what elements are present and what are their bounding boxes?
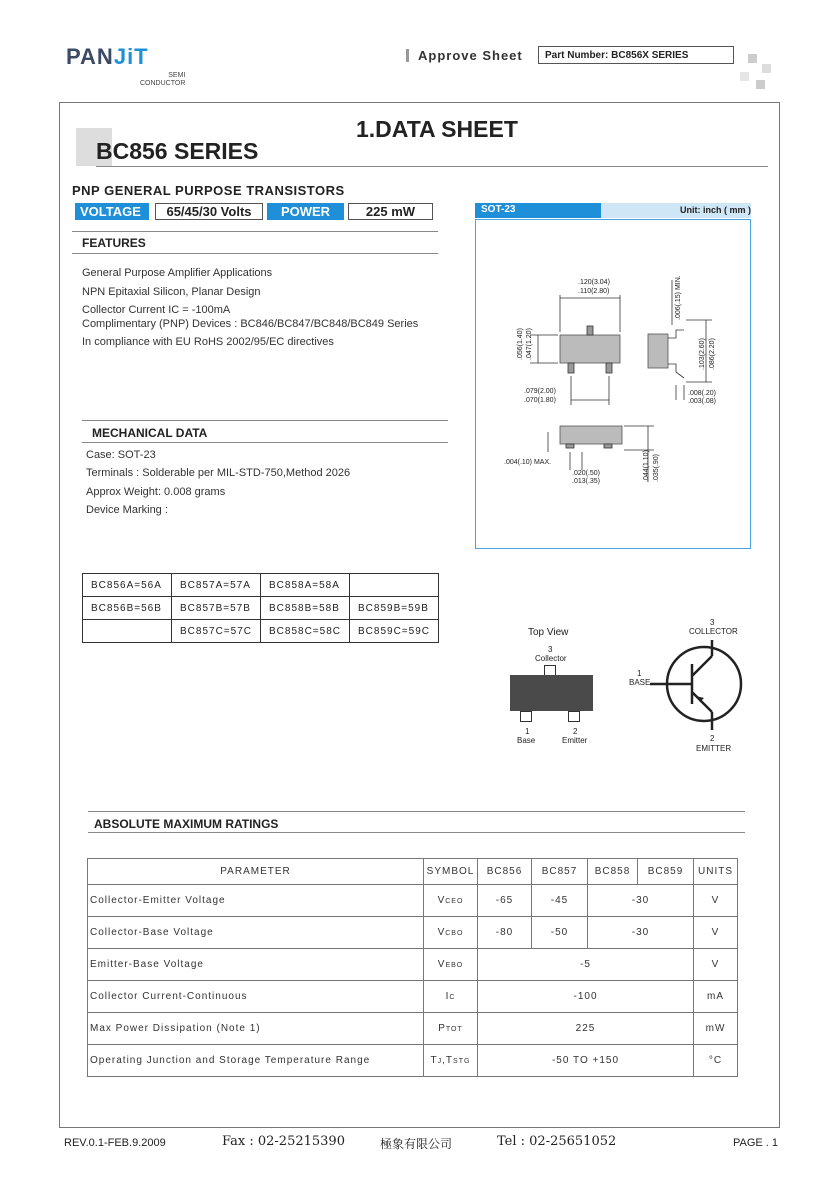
mechanical-item: Approx Weight: 0.008 grams [86, 486, 226, 498]
power-value: 225 mW [348, 203, 433, 220]
marking-cell: BC857A=57A [172, 574, 261, 597]
unit-cell: °C [694, 1045, 738, 1077]
feature-item: General Purpose Amplifier Applications [82, 267, 273, 279]
dim-label: .120(3.04) [578, 279, 610, 286]
symbol-cell [424, 949, 478, 981]
mechanical-item: Terminals : Solderable per MIL-STD-750,Method 2026 [86, 467, 351, 479]
fax-number: Fax : 02-25215390 [222, 1134, 345, 1149]
column-header: SYMBOL [424, 859, 478, 885]
value-cell: -80 [478, 917, 532, 949]
dim-label: .079(2.00) [524, 388, 556, 395]
dim-label: .110(2.80) [578, 288, 610, 295]
pin-number: 2 [573, 727, 578, 736]
dim-label: .056(1.40) [517, 328, 524, 360]
table-row [88, 981, 738, 1013]
pin-number: 1 [525, 727, 530, 736]
table-row [88, 1013, 738, 1045]
unit-cell: mA [694, 981, 738, 1013]
dim-label: .035(.90) [653, 453, 660, 482]
table-row [83, 620, 439, 643]
part-number-box: Part Number: BC856X SERIES [538, 46, 734, 64]
marking-cell [350, 574, 439, 597]
dim-label: .006(.15) MIN. [675, 275, 682, 320]
ratings-table [87, 858, 738, 1077]
page-title: 1.DATA SHEET [356, 116, 518, 142]
feature-item: Collector Current IC = -100mA [82, 304, 231, 316]
decor-square [748, 54, 757, 63]
package-name: SOT-23 [475, 203, 601, 218]
device-marking-table [82, 573, 439, 643]
marking-cell: BC857C=57C [172, 620, 261, 643]
pin-number: 3 [548, 645, 553, 654]
parameter-cell: Max Power Dissipation (Note 1) [88, 1013, 424, 1045]
parameter-cell: Collector-Base Voltage [88, 917, 424, 949]
voltage-value: 65/45/30 Volts [155, 203, 263, 220]
pin-1-lead [520, 711, 532, 722]
features-heading: FEATURES [82, 236, 146, 250]
ratings-bottom-line [88, 832, 745, 833]
dim-label: .047(1.20) [526, 328, 533, 360]
decor-square [762, 64, 771, 73]
pnp-transistor-symbol [650, 640, 750, 740]
value-cell: -45 [532, 885, 588, 917]
company-logo [66, 44, 149, 70]
pin-label: Collector [535, 654, 567, 663]
logo-subtitle [140, 72, 185, 88]
pin-label: Emitter [562, 736, 588, 745]
symbol-main: V [437, 927, 446, 938]
symbol-main: V [437, 959, 446, 970]
symbol-main: T [430, 1055, 438, 1066]
device-subtitle: PNP GENERAL PURPOSE TRANSISTORS [72, 183, 345, 198]
feature-item: In compliance with EU RoHS 2002/95/EC directives [82, 336, 334, 348]
pin-label: COLLECTOR [689, 627, 738, 636]
dim-label: .008(.20) [688, 390, 717, 397]
table-row [88, 885, 738, 917]
marking-cell [83, 620, 172, 643]
column-header: UNITS [694, 859, 738, 885]
column-header: PARAMETER [88, 859, 424, 885]
package-outline-drawing [476, 220, 750, 548]
revision-label: REV.0.1-FEB.9.2009 [64, 1137, 166, 1149]
logo-sub-line1: SEMI [168, 72, 186, 79]
unit-cell: V [694, 949, 738, 981]
feature-item: Complimentary (PNP) Devices : BC846/BC847/BC848/BC849 Series [82, 318, 419, 330]
symbol-main: P [438, 1023, 446, 1034]
mechanical-bottom-line [82, 442, 448, 443]
approve-sheet-label: Approve Sheet [418, 48, 523, 63]
mechanical-heading: MECHANICAL DATA [92, 426, 208, 440]
dim-label: .103(2.60) [699, 338, 706, 370]
dim-label: .003(.08) [688, 398, 717, 405]
marking-cell: BC856B=56B [83, 597, 172, 620]
mechanical-item: Case: SOT-23 [86, 449, 156, 461]
symbol-cell [424, 885, 478, 917]
symbol-sub: CBO [445, 930, 464, 937]
value-cell: -100 [478, 981, 694, 1013]
power-tag: POWER [267, 203, 344, 220]
marking-cell: BC859B=59B [350, 597, 439, 620]
top-view-body [510, 675, 593, 711]
marking-cell: BC857B=57B [172, 597, 261, 620]
symbol-sub: STG [453, 1058, 471, 1065]
column-header: BC857 [532, 859, 588, 885]
voltage-tag: VOLTAGE [75, 203, 149, 220]
symbol-cell [424, 981, 478, 1013]
symbol-sub: J [437, 1058, 443, 1065]
pin-number: 2 [710, 734, 715, 743]
pin-label: BASE [629, 678, 651, 687]
marking-cell: BC859C=59C [350, 620, 439, 643]
features-top-line [72, 231, 438, 232]
tel-number: Tel : 02-25651052 [497, 1134, 617, 1149]
logo-accent-text: JiT [113, 44, 149, 69]
parameter-cell: Operating Junction and Storage Temperature Range [88, 1045, 424, 1077]
table-row [88, 917, 738, 949]
table-row [83, 574, 439, 597]
unit-cell: V [694, 917, 738, 949]
symbol-main: V [437, 895, 446, 906]
marking-cell: BC858B=58B [261, 597, 350, 620]
mechanical-item: Device Marking : [86, 504, 168, 516]
table-row [83, 597, 439, 620]
dim-label: .020(.50) [572, 470, 601, 477]
unit-cell: mW [694, 1013, 738, 1045]
mechanical-top-line [82, 420, 448, 421]
logo-sub-line2: CONDUCTOR [140, 80, 186, 87]
symbol-cell [424, 1045, 478, 1077]
column-header: BC859 [638, 859, 694, 885]
value-cell: 225 [478, 1013, 694, 1045]
symbol-main: I [445, 991, 450, 1002]
logo-main-text: PAN [66, 44, 114, 69]
pin-number: 3 [710, 618, 715, 627]
symbol-sub: CEO [445, 898, 464, 905]
company-name: 極象有限公司 [380, 1137, 453, 1151]
parameter-cell: Collector-Emitter Voltage [88, 885, 424, 917]
feature-item: NPN Epitaxial Silicon, Planar Design [82, 286, 261, 298]
pin-2-lead [568, 711, 580, 722]
decor-square [756, 80, 765, 89]
value-cell: -65 [478, 885, 532, 917]
dim-label: .070(1.80) [524, 397, 556, 404]
symbol-cell [424, 917, 478, 949]
marking-cell: BC858C=58C [261, 620, 350, 643]
value-cell: -30 [588, 885, 694, 917]
title-divider [96, 166, 768, 167]
features-bottom-line [72, 253, 438, 254]
value-cell: -5 [478, 949, 694, 981]
table-header-row [88, 859, 738, 885]
dim-label: .086(2.20) [709, 338, 716, 370]
column-header: BC858 [588, 859, 638, 885]
ratings-top-line [88, 811, 745, 812]
approve-bar [406, 49, 409, 62]
page-number: PAGE . 1 [733, 1137, 779, 1149]
symbol-sub: TOT [445, 1026, 463, 1033]
dim-label: .044(1.10) [643, 450, 650, 482]
dim-label: .004(.10) MAX. [504, 459, 552, 466]
table-row [88, 949, 738, 981]
symbol-sub: C [449, 994, 456, 1001]
marking-cell: BC856A=56A [83, 574, 172, 597]
value-cell: -30 [588, 917, 694, 949]
value-cell: -50 [532, 917, 588, 949]
ratings-heading: ABSOLUTE MAXIMUM RATINGS [94, 817, 279, 831]
symbol-cell [424, 1013, 478, 1045]
table-row [88, 1045, 738, 1077]
column-header: BC856 [478, 859, 532, 885]
value-cell: -50 TO +150 [478, 1045, 694, 1077]
pin-label: Base [517, 736, 536, 745]
unit-cell: V [694, 885, 738, 917]
marking-cell: BC858A=58A [261, 574, 350, 597]
parameter-cell: Emitter-Base Voltage [88, 949, 424, 981]
symbol-main: ,T [442, 1055, 454, 1066]
symbol-sub: EBO [445, 962, 464, 969]
decor-square [740, 72, 749, 81]
series-title: BC856 SERIES [96, 138, 259, 164]
pin-number: 1 [637, 669, 642, 678]
pin-label: EMITTER [696, 744, 732, 753]
top-view-title: Top View [528, 627, 569, 638]
dim-label: .013(.35) [572, 478, 601, 485]
parameter-cell: Collector Current-Continuous [88, 981, 424, 1013]
package-unit: Unit: inch ( mm ) [680, 205, 751, 215]
